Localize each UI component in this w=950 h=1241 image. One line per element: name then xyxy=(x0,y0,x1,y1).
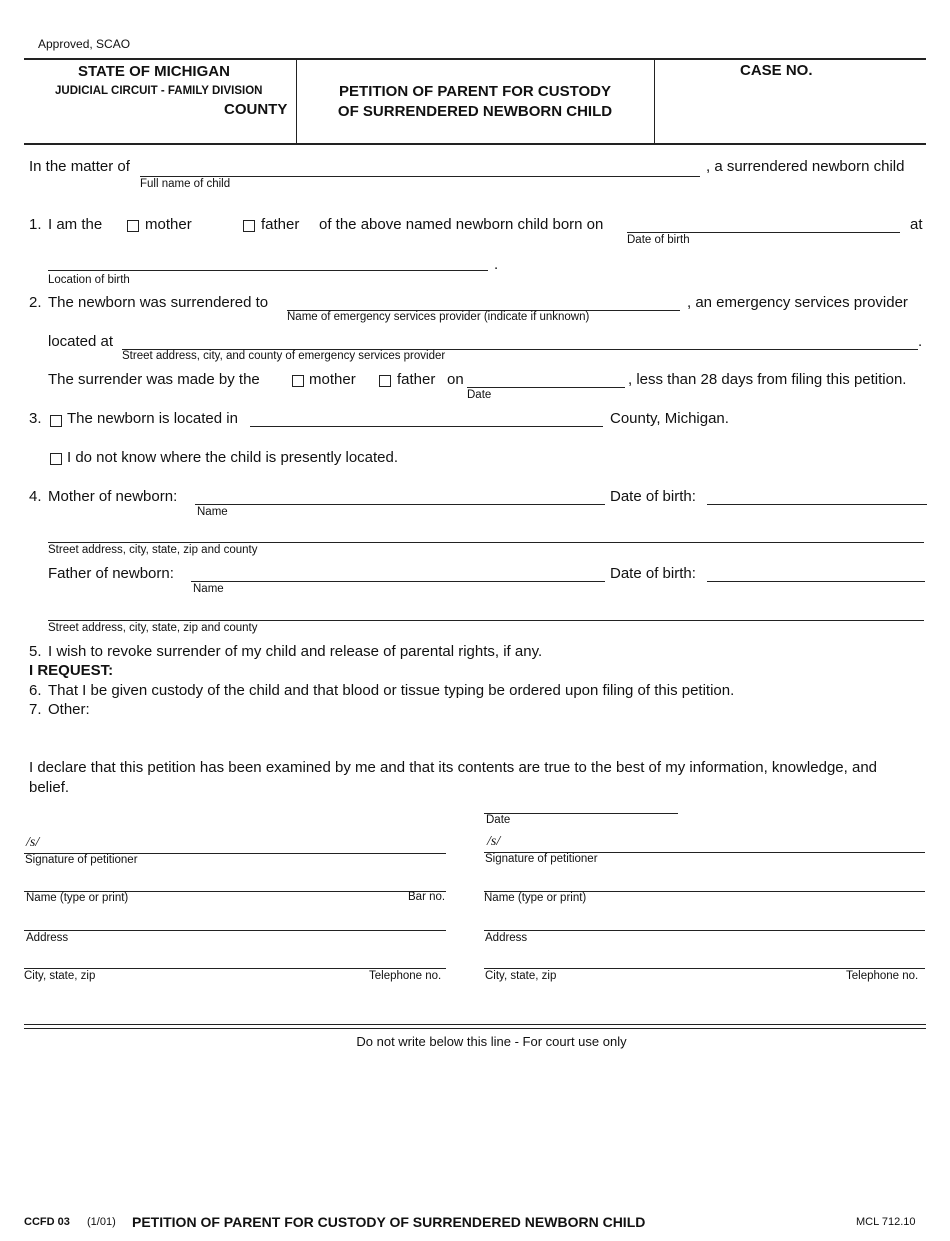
item3-unknown-text: I do not know where the child is presently located. xyxy=(67,449,399,466)
right-city-field[interactable] xyxy=(484,968,925,969)
item3-unknown-checkbox[interactable] xyxy=(50,453,62,465)
matter-prefix: In the matter of xyxy=(29,158,130,175)
case-number-label: CASE NO. xyxy=(740,62,813,79)
located-at-label: located at xyxy=(48,333,114,350)
request-heading: I REQUEST: xyxy=(29,662,114,679)
item4-number: 4. xyxy=(29,488,42,505)
other-request-field[interactable] xyxy=(100,700,920,740)
surrender-date-label: Date xyxy=(467,389,492,401)
item1-at: at xyxy=(910,216,923,233)
left-phone-label: Telephone no. xyxy=(369,970,442,982)
date-of-birth-field[interactable] xyxy=(627,232,900,233)
item1-text2: of the above named newborn child born on xyxy=(319,216,604,233)
footer-title: PETITION OF PARENT FOR CUSTODY OF SURRENDERED NEWBORN CHILD xyxy=(132,1214,646,1230)
item1-father-checkbox[interactable] xyxy=(243,220,255,232)
item1-father-label: father xyxy=(261,216,300,233)
item6-text: That I be given custody of the child and that blood or tissue typing be ordered upon filing of this petition. xyxy=(48,682,735,699)
surrender-on-label: on xyxy=(447,371,464,388)
approved-note: Approved, SCAO xyxy=(38,37,131,51)
left-city-label: City, state, zip xyxy=(24,970,96,982)
right-address-field[interactable] xyxy=(484,930,925,931)
child-county-field[interactable] xyxy=(250,426,603,427)
county-label: COUNTY xyxy=(224,101,288,118)
left-city-field[interactable] xyxy=(24,968,446,969)
declaration-line2: belief. xyxy=(29,779,70,796)
mother-address-field[interactable] xyxy=(48,542,924,543)
surrender-father-checkbox[interactable] xyxy=(379,375,391,387)
left-signature-label: Signature of petitioner xyxy=(25,854,138,866)
surrender-mother-checkbox[interactable] xyxy=(292,375,304,387)
father-name-field[interactable] xyxy=(191,581,605,582)
item7-text: Other: xyxy=(48,701,90,718)
form-revision: (1/01) xyxy=(87,1216,116,1228)
date-of-birth-label: Date of birth xyxy=(627,234,690,246)
item5-text: I wish to revoke surrender of my child and release of parental rights, if any. xyxy=(48,643,543,660)
header-top-rule xyxy=(24,58,926,60)
item3-suffix: County, Michigan. xyxy=(610,410,729,427)
item2-text: The newborn was surrendered to xyxy=(48,294,269,311)
mother-address-label: Street address, city, state, zip and county xyxy=(48,544,258,556)
child-name-field[interactable] xyxy=(140,176,700,177)
surrender-suffix: , less than 28 days from filing this petition. xyxy=(628,371,907,388)
right-phone-label: Telephone no. xyxy=(846,970,919,982)
father-name-label: Name xyxy=(193,583,224,595)
left-bar-number-label: Bar no. xyxy=(408,891,446,903)
provider-name-label: Name of emergency services provider (indicate if unknown) xyxy=(287,311,590,323)
header-divider-2 xyxy=(654,59,655,143)
mother-dob-field[interactable] xyxy=(707,504,927,505)
court-use-note: Do not write below this line - For court use only xyxy=(356,1034,627,1049)
father-of-newborn-label: Father of newborn: xyxy=(48,565,174,582)
matter-suffix: , a surrendered newborn child xyxy=(706,158,905,175)
surrender-mother-label: mother xyxy=(309,371,356,388)
item1-text: I am the xyxy=(48,216,103,233)
item7-number: 7. xyxy=(29,701,42,718)
item3-number: 3. xyxy=(29,410,42,427)
provider-address-label: Street address, city, and county of emergency services provider xyxy=(122,350,446,362)
child-name-label: Full name of child xyxy=(140,178,231,190)
form-id: CCFD 03 xyxy=(24,1216,70,1228)
item1-mother-label: mother xyxy=(145,216,192,233)
court-use-rule-2 xyxy=(24,1028,926,1029)
surrender-text: The surrender was made by the xyxy=(48,371,260,388)
form-title-line2: OF SURRENDERED NEWBORN CHILD xyxy=(337,103,613,120)
item5-number: 5. xyxy=(29,643,42,660)
declaration-line1: I declare that this petition has been examined by me and that its contents are true to the best of my information, knowledge, and xyxy=(29,759,877,776)
item1-period: . xyxy=(494,256,499,273)
item2-suffix: , an emergency services provider xyxy=(687,294,908,311)
right-name-label: Name (type or print) xyxy=(484,892,587,904)
item2-period: . xyxy=(918,333,923,350)
state-name: STATE OF MICHIGAN xyxy=(78,63,230,80)
header-bottom-rule xyxy=(24,143,926,145)
left-address-label: Address xyxy=(26,932,69,944)
item1-mother-checkbox[interactable] xyxy=(127,220,139,232)
case-number-field[interactable] xyxy=(660,82,920,138)
surrender-father-label: father xyxy=(397,371,436,388)
location-of-birth-label: Location of birth xyxy=(48,274,130,286)
item1-number: 1. xyxy=(29,216,42,233)
statute-reference: MCL 712.10 xyxy=(856,1216,916,1228)
item6-number: 6. xyxy=(29,682,42,699)
mother-name-label: Name xyxy=(197,506,228,518)
header-divider-1 xyxy=(296,59,297,143)
item2-number: 2. xyxy=(29,294,42,311)
right-signature-mark: /s/ xyxy=(487,834,501,849)
mother-name-field[interactable] xyxy=(195,504,605,505)
form-title-line1: PETITION OF PARENT FOR CUSTODY xyxy=(339,83,611,100)
father-address-field[interactable] xyxy=(48,620,924,621)
location-of-birth-field[interactable] xyxy=(48,270,488,271)
date-signed-field[interactable] xyxy=(484,813,678,814)
circuit-label: JUDICIAL CIRCUIT - FAMILY DIVISION xyxy=(55,85,263,97)
item3-text: The newborn is located in xyxy=(67,410,238,427)
court-use-rule-1 xyxy=(24,1024,926,1025)
date-signed-label: Date xyxy=(486,814,511,826)
left-address-field[interactable] xyxy=(24,930,446,931)
father-address-label: Street address, city, state, zip and county xyxy=(48,622,258,634)
right-city-label: City, state, zip xyxy=(485,970,557,982)
surrender-date-field[interactable] xyxy=(467,387,625,388)
left-signature-mark: /s/ xyxy=(26,835,40,850)
mother-dob-label: Date of birth: xyxy=(610,488,696,505)
father-dob-label: Date of birth: xyxy=(610,565,696,582)
left-name-label: Name (type or print) xyxy=(26,892,129,904)
mother-of-newborn-label: Mother of newborn: xyxy=(48,488,178,505)
right-address-label: Address xyxy=(485,932,528,944)
right-signature-label: Signature of petitioner xyxy=(485,853,598,865)
item3-located-checkbox[interactable] xyxy=(50,415,62,427)
father-dob-field[interactable] xyxy=(707,581,925,582)
